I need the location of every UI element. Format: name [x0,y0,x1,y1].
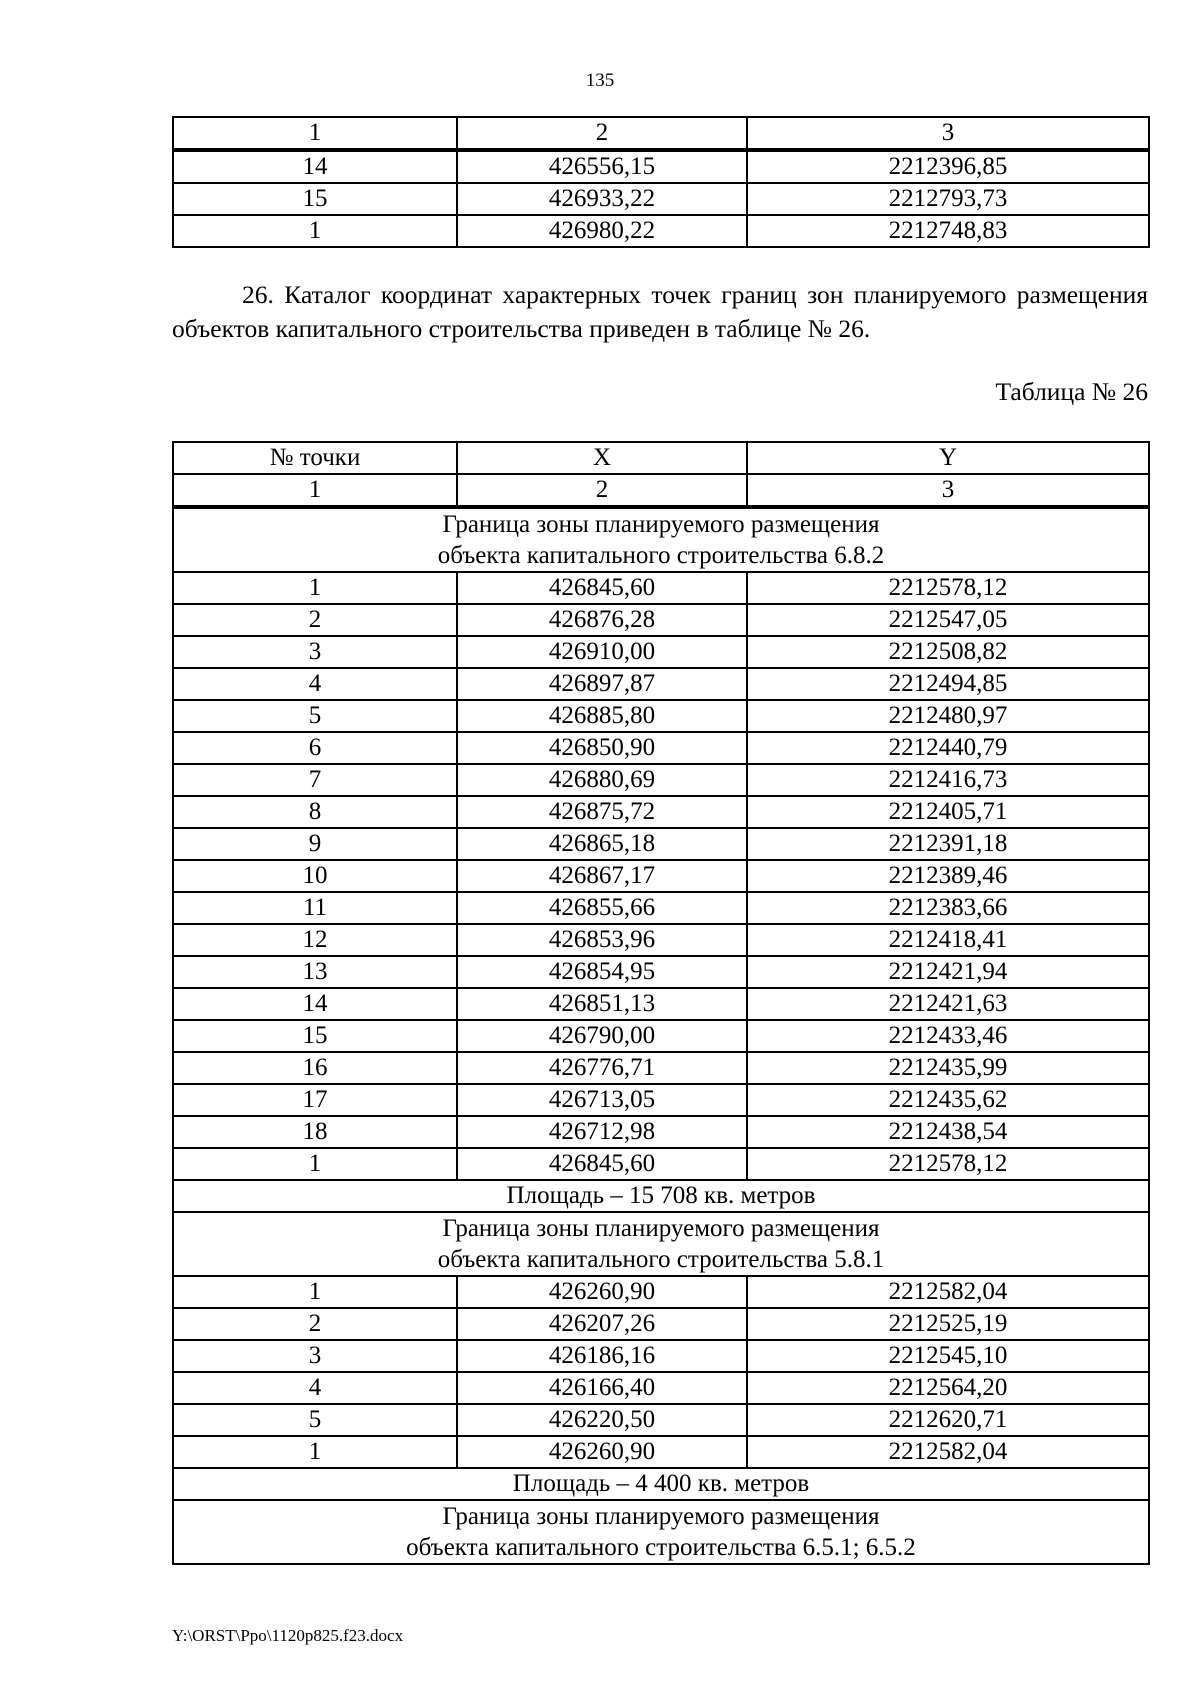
y-coordinate-cell: 2212578,12 [747,1148,1149,1180]
table-row [173,828,1149,860]
point-number-cell: 4 [173,1372,457,1404]
y-coordinate-cell: 2212582,04 [747,1276,1149,1308]
point-number-cell: 1 [173,572,457,604]
y-coordinate-cell: 2212383,66 [747,892,1149,924]
section-title [173,1212,1149,1276]
point-number-cell: 15 [173,183,457,215]
table-row [173,1436,1149,1468]
point-number-cell: 2 [173,1308,457,1340]
point-number-cell: 15 [173,1020,457,1052]
table-header-row [173,442,1149,474]
table-row [173,1084,1149,1116]
table-row [173,796,1149,828]
y-coordinate-cell: 2212748,83 [747,215,1149,247]
table-row [173,1372,1149,1404]
y-coordinate-cell: 2212578,12 [747,572,1149,604]
point-number-cell: 1 [173,1148,457,1180]
x-coordinate-cell: 426867,17 [457,860,747,892]
table-row [173,636,1149,668]
y-coordinate-cell: 2212438,54 [747,1116,1149,1148]
table-caption: Таблица № 26 [995,377,1148,406]
y-coordinate-cell: 2212433,46 [747,1020,1149,1052]
point-number-cell: 11 [173,892,457,924]
point-number-cell: 1 [173,215,457,247]
x-coordinate-cell: 426897,87 [457,668,747,700]
point-number-cell: 7 [173,764,457,796]
table-row [173,860,1149,892]
y-coordinate-cell: 2212396,85 [747,150,1149,183]
table-numbering-row [173,474,1149,507]
point-number-cell: 13 [173,956,457,988]
table-row [173,604,1149,636]
x-coordinate-cell: 426880,69 [457,764,747,796]
x-coordinate-cell: 426260,90 [457,1276,747,1308]
area-cell: Площадь – 15 708 кв. метров [173,1180,1149,1212]
y-coordinate-cell: 2212435,62 [747,1084,1149,1116]
x-coordinate-cell: 426875,72 [457,796,747,828]
y-coordinate-cell: 2212582,04 [747,1436,1149,1468]
section-title-line: объекта капитального строительства 6.8.2 [437,542,885,569]
area-row [173,1468,1149,1500]
x-coordinate-cell: 426854,95 [457,956,747,988]
point-number-cell: 8 [173,796,457,828]
table-row [173,150,1149,183]
point-number-cell: 5 [173,1404,457,1436]
y-coordinate-cell: 2212525,19 [747,1308,1149,1340]
x-coordinate-cell: 426850,90 [457,732,747,764]
coordinates-table-continued [172,116,1150,248]
x-coordinate-cell: 426260,90 [457,1436,747,1468]
x-coordinate-cell: 426910,00 [457,636,747,668]
y-coordinate-cell: 2212440,79 [747,732,1149,764]
x-coordinate-cell: 426933,22 [457,183,747,215]
table-row [173,215,1149,247]
column-number-cell: 3 [747,117,1149,150]
section-title [173,507,1149,572]
body-paragraph: 26. Каталог координат характерных точек границ зон планируемого размещения объектов капитального строительства приведен в таблице № 26. [172,280,1148,343]
table-row [173,892,1149,924]
column-number-cell: 2 [457,474,747,507]
y-coordinate-cell: 2212793,73 [747,183,1149,215]
footer-file-path: Y:\ORST\Ppo\1120p825.f23.docx [172,1626,404,1645]
column-number-cell: 2 [457,117,747,150]
page-number: 135 [585,70,615,91]
section-title-line: объекта капитального строительства 5.8.1 [437,1246,885,1273]
point-number-cell: 16 [173,1052,457,1084]
y-coordinate-cell: 2212405,71 [747,796,1149,828]
point-number-cell: 3 [173,1340,457,1372]
section-title-line: объекта капитального строительства 6.5.1; 6.5.2 [406,1534,916,1561]
point-number-cell: 18 [173,1116,457,1148]
point-number-cell: 17 [173,1084,457,1116]
table-row [173,924,1149,956]
y-coordinate-cell: 2212391,18 [747,828,1149,860]
x-coordinate-cell: 426853,96 [457,924,747,956]
section-title-line: Граница зоны планируемого размещения [442,511,880,538]
x-coordinate-cell: 426851,13 [457,988,747,1020]
table-row [173,700,1149,732]
y-coordinate-cell: 2212421,63 [747,988,1149,1020]
y-coordinate-cell: 2212508,82 [747,636,1149,668]
point-number-cell: 14 [173,150,457,183]
section-title-row [173,1500,1149,1564]
table-row [173,1308,1149,1340]
point-number-cell: 4 [173,668,457,700]
point-number-cell: 1 [173,1276,457,1308]
section-title-line: Граница зоны планируемого размещения [442,1215,880,1242]
table-row [173,1340,1149,1372]
x-coordinate-cell: 426845,60 [457,1148,747,1180]
x-coordinate-cell: 426712,98 [457,1116,747,1148]
column-header-point: № точки [173,442,457,474]
table-row [173,988,1149,1020]
area-row [173,1180,1149,1212]
x-coordinate-cell: 426713,05 [457,1084,747,1116]
point-number-cell: 3 [173,636,457,668]
coordinates-table-26 [172,441,1150,1565]
column-number-cell: 3 [747,474,1149,507]
x-coordinate-cell: 426855,66 [457,892,747,924]
table-numbering-row [173,117,1149,150]
point-number-cell: 1 [173,1436,457,1468]
column-number-cell: 1 [173,474,457,507]
table-row [173,1116,1149,1148]
point-number-cell: 9 [173,828,457,860]
table-row [173,956,1149,988]
y-coordinate-cell: 2212389,46 [747,860,1149,892]
point-number-cell: 2 [173,604,457,636]
x-coordinate-cell: 426980,22 [457,215,747,247]
y-coordinate-cell: 2212620,71 [747,1404,1149,1436]
column-number-cell: 1 [173,117,457,150]
table-row [173,1404,1149,1436]
y-coordinate-cell: 2212480,97 [747,700,1149,732]
x-coordinate-cell: 426790,00 [457,1020,747,1052]
point-number-cell: 14 [173,988,457,1020]
x-coordinate-cell: 426556,15 [457,150,747,183]
y-coordinate-cell: 2212494,85 [747,668,1149,700]
table-row [173,1020,1149,1052]
column-header-y: Y [747,442,1149,474]
point-number-cell: 10 [173,860,457,892]
x-coordinate-cell: 426220,50 [457,1404,747,1436]
point-number-cell: 6 [173,732,457,764]
x-coordinate-cell: 426845,60 [457,572,747,604]
x-coordinate-cell: 426186,16 [457,1340,747,1372]
point-number-cell: 12 [173,924,457,956]
table-row [173,764,1149,796]
table-row [173,732,1149,764]
table-row [173,1148,1149,1180]
y-coordinate-cell: 2212545,10 [747,1340,1149,1372]
table-row [173,1276,1149,1308]
x-coordinate-cell: 426166,40 [457,1372,747,1404]
point-number-cell: 5 [173,700,457,732]
y-coordinate-cell: 2212435,99 [747,1052,1149,1084]
y-coordinate-cell: 2212421,94 [747,956,1149,988]
y-coordinate-cell: 2212564,20 [747,1372,1149,1404]
y-coordinate-cell: 2212418,41 [747,924,1149,956]
table-row [173,668,1149,700]
section-title-line: Граница зоны планируемого размещения [442,1503,880,1530]
section-title-row [173,507,1149,572]
table-row [173,183,1149,215]
section-title [173,1500,1149,1564]
x-coordinate-cell: 426885,80 [457,700,747,732]
table-row [173,572,1149,604]
x-coordinate-cell: 426865,18 [457,828,747,860]
section-title-row [173,1212,1149,1276]
x-coordinate-cell: 426776,71 [457,1052,747,1084]
table-row [173,1052,1149,1084]
x-coordinate-cell: 426207,26 [457,1308,747,1340]
column-header-x: X [457,442,747,474]
y-coordinate-cell: 2212547,05 [747,604,1149,636]
x-coordinate-cell: 426876,28 [457,604,747,636]
y-coordinate-cell: 2212416,73 [747,764,1149,796]
area-cell: Площадь – 4 400 кв. метров [173,1468,1149,1500]
